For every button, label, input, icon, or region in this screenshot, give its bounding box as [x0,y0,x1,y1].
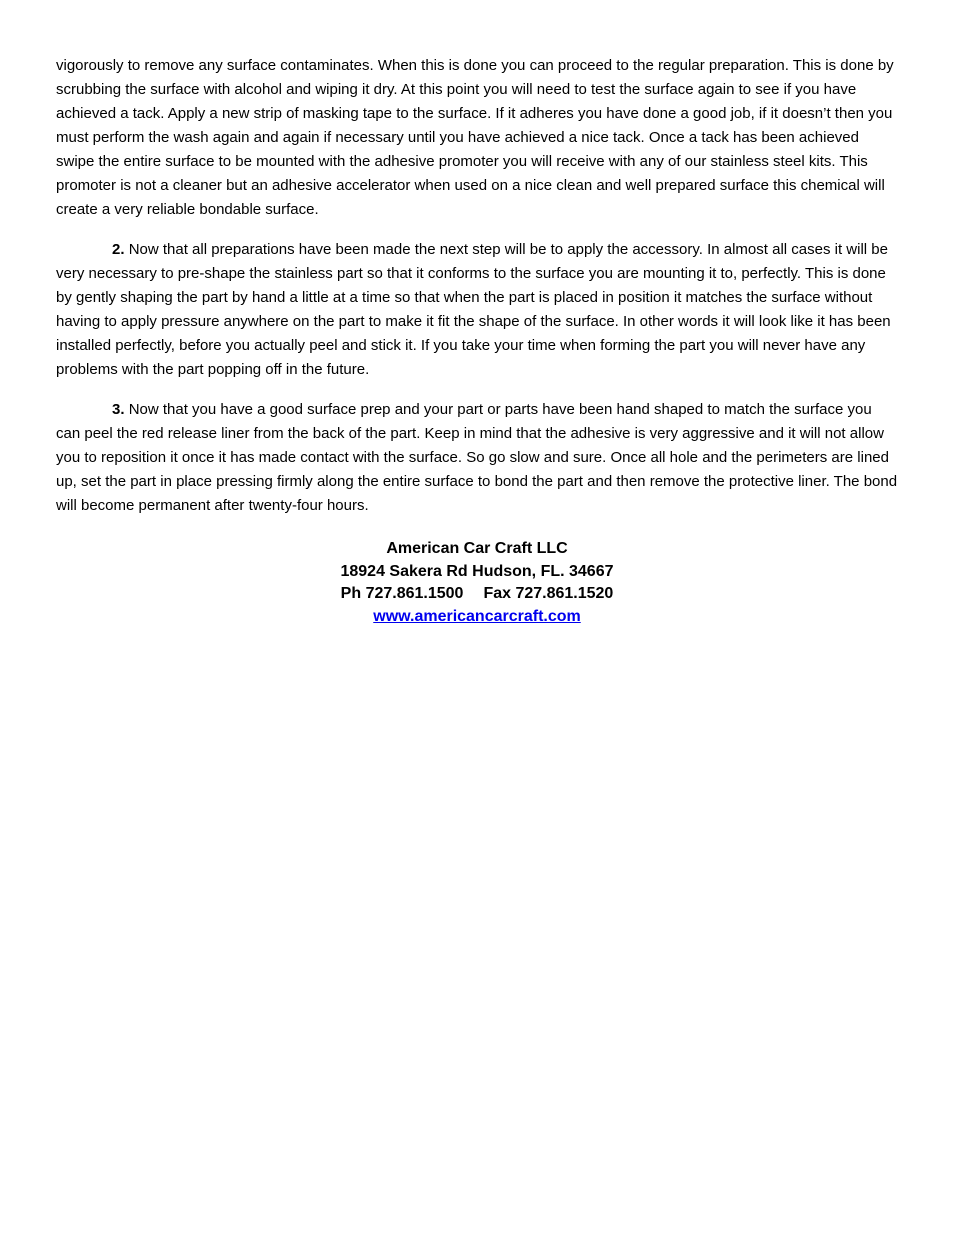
company-footer [56,538,898,628]
fax-number: Fax 727.861.1520 [483,585,614,602]
website-link[interactable]: www.americancarcraft.com [373,607,581,625]
step-3-paragraph [56,398,898,518]
intro-paragraph: vigorously to remove any surface contaminates. When this is done you can proceed to the regular preparation. This is done by scrubbing the surface with alcohol and wiping it dry. At this point you will need to test the surface again to see if you have achieved a tack. Apply a new strip of masking tape to the surface. If it adheres you have done a good job, if it doesn’t then you must perform the wash again and again if necessary until you have achieved a nice tack. Once a tack has been achieved swipe the entire surface to be mounted with the adhesive promoter you will receive with any of our stainless steel kits. This promoter is not a cleaner but an adhesive accelerator when used on a nice clean and well prepared surface this chemical will create a very reliable bondable surface. [56,57,894,218]
company-name: American Car Craft LLC [386,540,568,557]
step-3-number: 3. [112,401,125,418]
step-2-text: Now that all preparations have been made the next step will be to apply the accessory. In almost all cases it will be very necessary to pre-shape the stainless part so that it conforms to the surface you are mounting it to, perfectly. This is done by gently shaping the part by hand a little at a time so that when the part is placed in position it matches the surface without having to apply pressure anywhere on the part to make it fit the shape of the surface. In other words it will look like it has been installed perfectly, before you actually peel and stick it. If you take your time when forming the part you will never have any problems with the part popping off in the future. [56,241,891,378]
contact-line [56,583,898,606]
step-2-paragraph [56,238,898,382]
step-3-text: Now that you have a good surface prep and your part or parts have been hand shaped to match the surface you can peel the red release liner from the back of the part. Keep in mind that the adhesive is very aggressive and it will not allow you to reposition it once it has made contact with the surface. So go slow and sure. Once all hole and the perimeters are lined up, set the part in place pressing firmly along the entire surface to bond the part and then remove the protective liner. The bond will become permanent after twenty-four hours. [56,401,898,514]
company-address: 18924 Sakera Rd Hudson, FL. 34667 [340,562,614,580]
phone-number: Ph 727.861.1500 [340,585,464,602]
document-page [56,54,898,628]
step-2-number: 2. [112,241,125,258]
website-line [56,606,898,629]
